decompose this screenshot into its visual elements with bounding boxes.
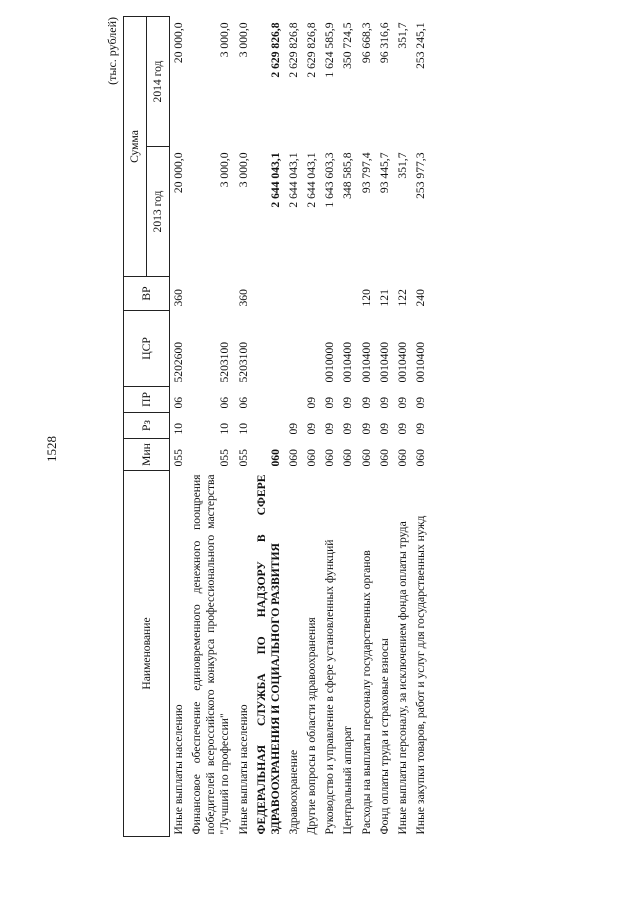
cell-y2014: 350 724,5: [341, 22, 355, 69]
table-row: [358, 16, 376, 836]
cell-y2013: 2 644 043,1: [286, 152, 300, 208]
cell-y2014: 96 316,6: [377, 22, 391, 64]
cell-pr: 09: [323, 396, 337, 409]
cell-csr: 0010000: [323, 341, 337, 383]
cell-y2014: 20 000,0: [172, 22, 185, 64]
table-row: [303, 16, 321, 836]
cell-min: 060: [413, 449, 427, 467]
table-row: [235, 16, 253, 836]
cell-pr: 09: [377, 396, 391, 409]
header-2013: 2013 год: [147, 147, 170, 277]
cell-vr: [253, 277, 285, 311]
header-sum: Сумма: [124, 16, 147, 276]
cell-name: Финансовое обеспечение единовременного денежного поощрения победителей всероссийского конкурса профессионального мастерства "Лучший по профессии": [190, 474, 232, 835]
cell-y2014: 3 000,0: [236, 22, 250, 58]
cell-min: 060: [323, 449, 337, 467]
cell-y2014: 3 000,0: [218, 22, 232, 58]
cell-name: Иные закупки товаров, работ и услуг для государственных нужд: [413, 515, 427, 835]
cell-y2014: 2 629 826,8: [305, 22, 319, 78]
cell-min: 060: [286, 449, 300, 467]
cell-vr: [303, 277, 321, 311]
table-row: [321, 16, 339, 836]
cell-csr: 0010400: [359, 341, 373, 383]
cell-vr: [321, 277, 339, 311]
cell-y2013: 93 445,7: [377, 152, 391, 194]
cell-min: 060: [341, 449, 355, 467]
cell-vr: 120: [359, 289, 373, 307]
cell-csr: [303, 311, 321, 387]
cell-vr: [188, 277, 234, 311]
table-header: [124, 16, 170, 836]
cell-vr: [339, 277, 357, 311]
header-2014: 2014 год: [147, 16, 170, 146]
cell-y2014: 253 245,1: [413, 22, 427, 69]
cell-pr: 06: [236, 396, 250, 409]
cell-name: Фонд оплаты труда и страховые взносы: [377, 638, 391, 835]
header-csr: ЦСР: [124, 311, 170, 387]
cell-y2013: 93 797,4: [359, 152, 373, 194]
cell-vr: [285, 277, 303, 311]
cell-y2013: 2 644 043,1: [305, 152, 319, 208]
cell-vr: 240: [413, 289, 427, 307]
cell-rz: 10: [172, 422, 185, 435]
cell-name: Иные выплаты населению: [172, 704, 185, 835]
table-row: [376, 16, 394, 836]
cell-min: 055: [172, 449, 185, 467]
cell-name: Руководство и управление в сфере установленных функций: [323, 539, 337, 835]
cell-vr: 122: [395, 289, 409, 307]
cell-csr: 0010400: [341, 341, 355, 383]
cell-csr: 5203100: [236, 341, 250, 383]
cell-rz: 09: [395, 422, 409, 435]
table-row: [170, 16, 189, 836]
cell-min: 060: [377, 449, 391, 467]
cell-y2014: 2 629 826,8: [268, 22, 282, 78]
cell-pr: 09: [305, 396, 319, 409]
cell-min: 055: [218, 449, 232, 467]
cell-rz: 10: [236, 422, 250, 435]
cell-pr: 09: [359, 396, 373, 409]
header-rz: Рз: [124, 413, 170, 439]
cell-min: 060: [359, 449, 373, 467]
cell-y2013: 253 977,3: [413, 152, 427, 199]
header-name: Наименование: [124, 471, 170, 837]
cell-pr: 09: [341, 396, 355, 409]
page-number: 1528: [44, 436, 59, 462]
cell-vr: 360: [236, 289, 250, 307]
cell-y2013: 3 000,0: [218, 152, 232, 188]
units-label: (тыс. рублей): [105, 17, 119, 85]
table-row: [285, 16, 303, 836]
cell-csr: 0010400: [395, 341, 409, 383]
cell-name: Расходы на выплаты персоналу государственных органов: [359, 550, 373, 835]
cell-y2013: 3 000,0: [236, 152, 250, 188]
cell-name: ФЕДЕРАЛЬНАЯ СЛУЖБА ПО НАДЗОРУ В СФЕРЕ ЗДРАВООХРАНЕНИЯ И СОЦИАЛЬНОГО РАЗВИТИЯ: [254, 474, 282, 835]
cell-y2013: 20 000,0: [172, 152, 185, 194]
cell-csr: 5203100: [218, 341, 232, 383]
cell-y2014: 1 624 585,9: [323, 22, 337, 78]
budget-table: [123, 16, 430, 837]
cell-y2014: 351,7: [395, 22, 409, 49]
cell-min: 060: [268, 449, 282, 467]
cell-name: Иные выплаты населению: [236, 704, 250, 835]
table-row: [188, 16, 234, 836]
cell-rz: 10: [218, 422, 232, 435]
cell-vr: 360: [172, 289, 185, 307]
cell-csr: 0010400: [413, 341, 427, 383]
cell-pr: 09: [395, 396, 409, 409]
cell-rz: 09: [305, 422, 319, 435]
cell-name: Иные выплаты персоналу, за исключением фонда оплаты труда: [395, 521, 409, 835]
cell-rz: 09: [323, 422, 337, 435]
cell-name: Центральный аппарат: [341, 726, 355, 835]
cell-min: 060: [395, 449, 409, 467]
cell-pr: [253, 387, 285, 413]
cell-rz: 09: [341, 422, 355, 435]
cell-csr: [285, 311, 303, 387]
cell-rz: 09: [359, 422, 373, 435]
cell-rz: 09: [286, 422, 300, 435]
cell-rz: 09: [413, 422, 427, 435]
cell-y2013: 2 644 043,1: [268, 152, 282, 208]
cell-y2014: 2 629 826,8: [286, 22, 300, 78]
cell-pr: 06: [172, 396, 185, 409]
table-row: [394, 16, 412, 836]
header-min: Мин: [124, 439, 170, 471]
table-row: [412, 16, 430, 836]
cell-min: 055: [236, 449, 250, 467]
cell-rz: 09: [377, 422, 391, 435]
cell-rz: [253, 413, 285, 439]
cell-csr: 5202600: [172, 341, 185, 383]
cell-pr: 09: [413, 396, 427, 409]
cell-y2014: 96 668,3: [359, 22, 373, 64]
cell-min: 060: [305, 449, 319, 467]
table-row: [339, 16, 357, 836]
table-body: [170, 16, 431, 836]
cell-y2013: 351,7: [395, 152, 409, 179]
cell-name: Здравоохранение: [286, 749, 300, 835]
cell-pr: [285, 387, 303, 413]
cell-pr: 06: [218, 396, 232, 409]
cell-vr: 121: [377, 289, 391, 307]
cell-y2013: 1 643 603,3: [323, 152, 337, 208]
table-row: [253, 16, 285, 836]
header-pr: ПР: [124, 387, 170, 413]
cell-y2013: 348 585,8: [341, 152, 355, 199]
rotated-budget-table-region: [97, 17, 627, 837]
cell-csr: 0010400: [377, 341, 391, 383]
cell-csr: [253, 311, 285, 387]
header-vr: ВР: [124, 277, 170, 311]
cell-name: Другие вопросы в области здравоохранения: [305, 617, 319, 835]
